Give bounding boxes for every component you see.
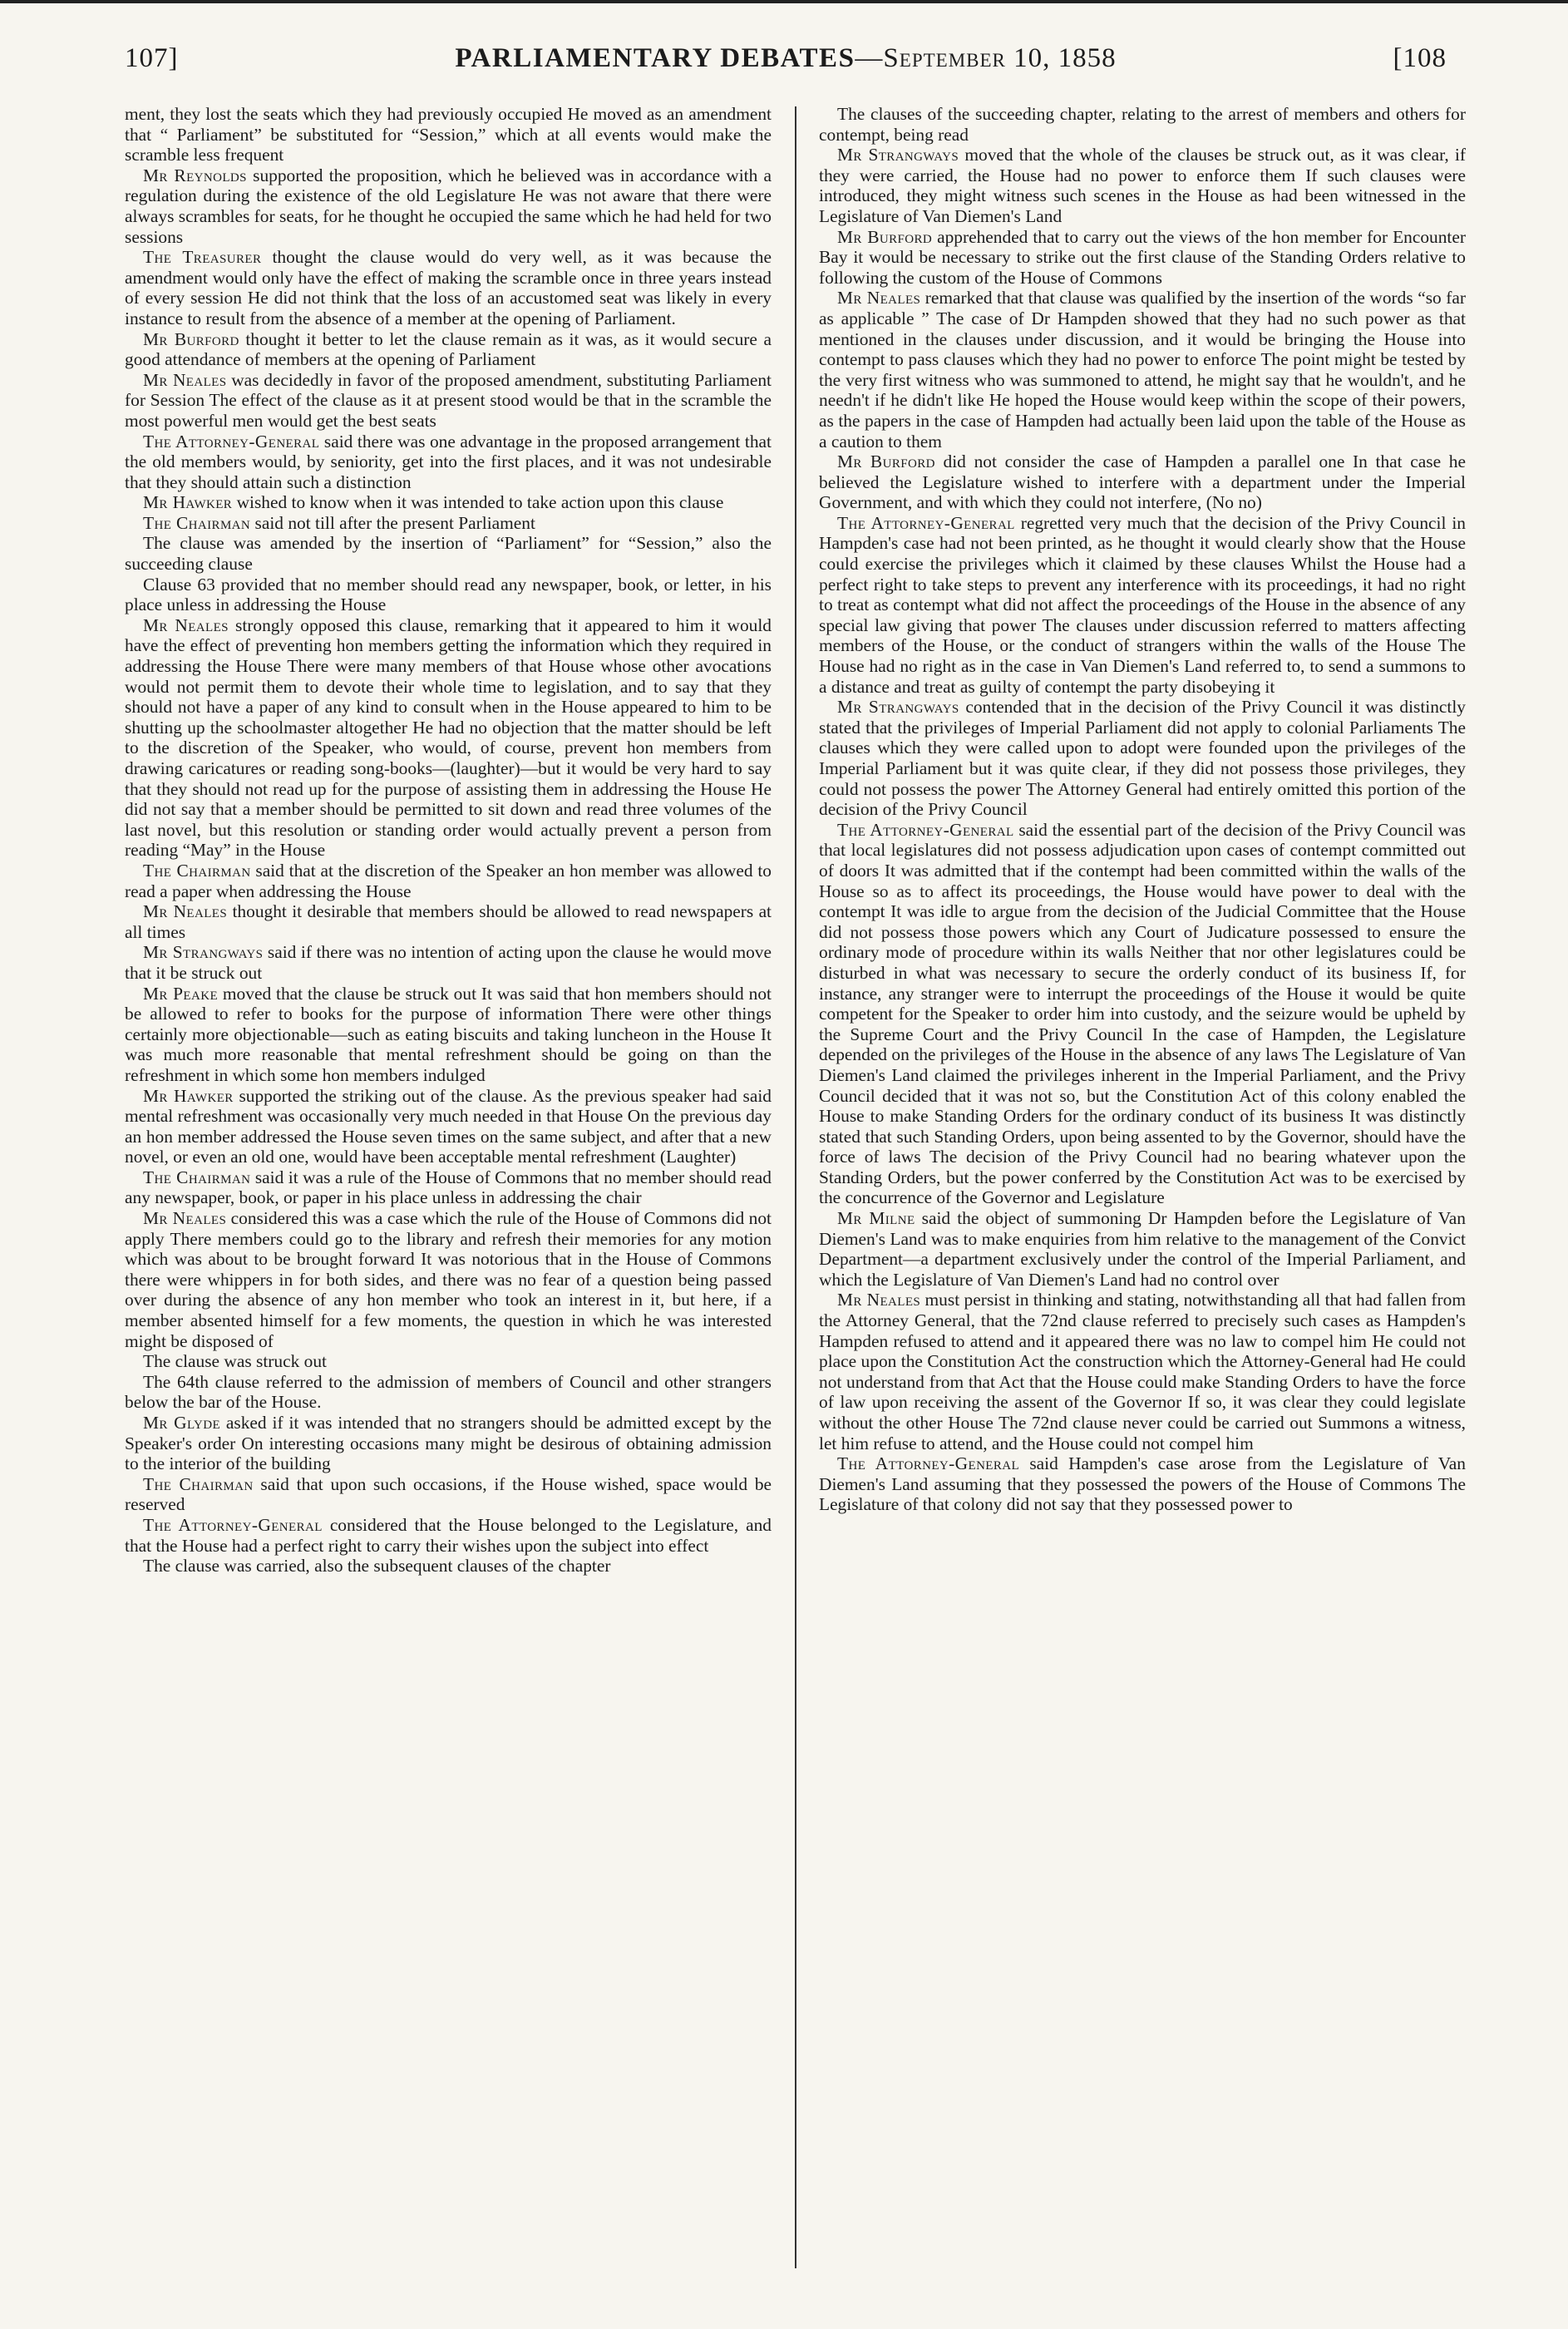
page-title [455,43,1116,74]
paragraph-text: said there was one advantage in the proposed arrangement that the old members would, by seniority, get into the first places, and it was not undesirable that they should attain such a distinction [125,431,772,492]
paragraph [125,165,772,247]
paragraph-text: moved that the clause be struck out It was said that hon members should not be allowed to refer to books for the purpose of information There were other things certainly more objectionable—such as eating biscuits and taking luncheon in the House It was much more reasonable that mental refreshment should be going on than the refreshment in which some hon members indulged [125,983,772,1085]
paragraph-text: considered that the House belonged to the Legislature, and that the House had a perfect right to carry their wishes upon the subject into effect [125,1514,772,1556]
paragraph [819,104,1466,145]
speaker-name: The Treasurer [143,247,262,268]
speaker-name: Mr Burford [837,226,933,247]
paragraph-text: said not till after the present Parliament [254,512,535,533]
paragraph-text: thought it better to let the clause remain as it was, as it would secure a good attendance of members at the opening of Parliament [125,328,772,370]
speaker-name: Mr Strangways [837,145,959,165]
paragraph-text: said that upon such occasions, if the House wished, space would be reserved [125,1473,772,1515]
title-text: PARLIAMENTARY DEBATES [455,43,855,73]
speaker-name: Mr Strangways [837,697,959,718]
paragraph-text: thought it desirable that members should be allowed to read newspapers at all times [125,901,772,942]
paragraph-text: strongly opposed this clause, remarking that it appeared to him it would have the effect of preventing hon members getting the information which they required in addressing the House There were many members of that House whose other avocations would not permit them to devote their whole time to legislation, and to say that they should not have a paper of any kind to consult when in the House appeared to him to be shutting up the schoolmaster altogether He had no objection that the matter should be left to the discretion of the Speaker, who would, of course, prevent hon members from drawing caricatures or reading song-books—(laughter)—but it would be very hard to say that they should not read up for the purpose of assisting them in addressing the House He did not say that a member should be permitted to sit down and read three volumes of the last novel, but this resolution or standing order would actually prevent a person from reading “May” in the House [125,614,772,861]
speaker-name: Mr Neales [837,288,921,308]
paragraph [819,451,1466,513]
paragraph-text: The clause was carried, also the subsequent clauses of the chapter [143,1556,611,1577]
paragraph-text: The clauses of the succeeding chapter, relating to the arrest of members and others for contempt, being read [819,104,1466,145]
paragraph-text: The clause was struck out [143,1351,327,1372]
paragraph [819,145,1466,226]
paragraph-text: said that at the discretion of the Speaker an hon member was allowed to read a paper when addressing the House [125,860,772,901]
paragraph-text: did not consider the case of Hampden a parallel one In that case he believed the Legislature wished to interfere with a department under the Imperial Government, and with which they could not interfere, (No no) [819,451,1466,513]
paragraph [125,861,772,901]
speaker-name: Mr Strangways [143,942,264,963]
speaker-name: The Attorney-General [143,1514,323,1535]
paragraph-text: supported the striking out of the clause. As the previous speaker had said mental refreshment was occasionally very much needed in that House On the previous day an hon member addressed the House seven times on the same subject, and after that a new novel, or even an old one, would have been acceptable mental refreshment (Laughter) [125,1085,772,1167]
speaker-name: Mr Neales [143,614,229,635]
paragraph-text: said Hampden's case arose from the Legislature of Van Diemen's Land assuming that they possessed the powers of the House of Commons The Legislature of that colony did not say that they possessed power to [819,1453,1466,1515]
speaker-name: The Chairman [143,860,251,881]
paragraph [125,1086,772,1167]
speaker-name: Mr Neales [837,1290,921,1310]
paragraph [819,513,1466,697]
paragraph [125,1208,772,1351]
paragraph-text: Clause 63 provided that no member should read any newspaper, book, or letter, in his place unless in addressing the House [125,574,772,615]
speaker-name: Mr Neales [143,901,228,922]
paragraph-text: remarked that that clause was qualified by the insertion of the words “so far as applicable ” The case of Dr Hampden showed that they had no such power as that mentioned in the clauses under discussion, and it would be bringing the House into contempt to pass clauses which they had no power to enforce The point might be tested by the very first witness who was summoned to attend, he might say that he wouldn't, and he needn't if he didn't like He hoped the House would keep within the scope of their powers, as the papers in the case of Hampden had actually been laid upon the table of the House as a caution to them [819,288,1466,451]
paragraph-text: must persist in thinking and stating, notwithstanding all that had fallen from the Attorney General, that the 72nd clause referred to precisely such cases as Hampden's Hampden refused to attend and it appeared there was no law to compel him He could not place upon the Constitution Act the construction which the Attorney-General had He could not understand from that Act that the House could make Standing Orders to have the force of law upon receiving the assent of the Governor If so, it was clear they could legislate without the other House The 72nd clause never could be carried out Summons a witness, let him refuse to attend, and the House could not compel him [819,1290,1466,1453]
paragraph-text: ment, they lost the seats which they had previously occupied He moved as an amendment that “ Parliament” be substituted for “Session,” which at all events would make the scramble less frequent [125,104,772,165]
paragraph-text: said if there was no intention of acting upon the clause he would move that it be struck out [125,942,772,983]
paragraph-text: The 64th clause referred to the admission of members of Council and other strangers below the bar of the House. [125,1371,772,1413]
left-column-number: 107] [125,43,179,73]
speaker-name: Mr Burford [143,328,239,349]
paragraph [125,104,772,165]
paragraph-text: contended that in the decision of the Privy Council it was distinctly stated that the privileges of Imperial Parliament did not apply to colonial Parliaments The clauses which they were called upon to adopt were founded upon the privileges of the Imperial Parliament but it was quite clear, if they did not possess those privileges, they could not possess the power The Attorney General had entirely omitted this portion of the decision of the Privy Council [819,697,1466,820]
paragraph-text: said the object of summoning Dr Hampden before the Legislature of Van Diemen's Land was to make enquiries from him relative to the management of the Convict Department—a department exclusively under the control of the Imperial Parliament, and which the Legislature of Van Diemen's Land had no control over [819,1208,1466,1290]
speaker-name: Mr Hawker [143,1085,234,1106]
paragraph [819,1290,1466,1453]
paragraph [125,432,772,493]
paragraph [125,513,772,534]
speaker-name: The Attorney-General [837,819,1014,840]
paragraph-text: said the essential part of the decision of the Privy Council was that local legislatures did not possess adjudication upon cases of contempt committed out of doors It was admitted that if the contempt had been committed within the walls of the House so as to affect its proceedings, the House would have power to deal with the contempt It was idle to argue from the decision of the Judicial Committee that the House did not possess those powers which any Court of Judicature possessed to ensure the ordinary mode of procedure within its walls Neither that nor other legislatures could be disturbed in what was necessary to secure the orderly conduct of its business If, for instance, any stranger were to interrupt the proceedings of the House it would be quite competent for the Speaker to order him into custody, and the seizure would be upheld by the Supreme Court and the Privy Council In the case of Hampden, the Legislature depended on the privileges of the House in the absence of any laws The Legislature of Van Diemen's Land claimed the privileges inherent in the Imperial Parliament, and the Privy Council decided that it was not so, but the Constitution Act of this colony enabled the House to make Standing Orders for the ordinary conduct of its business It was distinctly stated that such Standing Orders, upon being assented to by the Governor, should have the force of laws The decision of the Privy Council had no bearing whatever upon the Standing Orders, but the power conferred by the Constitution Act was to be exercised by the concurrence of the Governor and Legislature [819,819,1466,1208]
paragraph-text: thought the clause would do very well, as it was because the amendment would only have the effect of making the scramble once in three years instead of every session He did not think that the loss of an accustomed seat was likely in every instance to result from the absence of a member at the opening of Parliament. [125,247,772,328]
paragraph [819,227,1466,289]
speaker-name: Mr Neales [143,369,227,390]
paragraph [125,901,772,942]
paragraph [125,575,772,615]
paragraph-text: asked if it was intended that no strangers should be admitted except by the Speaker's order On interesting occasions many might be desirous of obtaining admission to the interior of the building [125,1413,772,1474]
paragraph [125,1413,772,1474]
paragraph [125,1372,772,1413]
paragraph [819,697,1466,820]
speaker-name: The Chairman [143,1167,251,1187]
speaker-name: The Chairman [143,512,251,533]
paragraph [125,1167,772,1208]
paragraph [125,1556,772,1577]
paragraph [125,492,772,513]
speaker-name: Mr Milne [837,1208,915,1229]
paragraph [125,1351,772,1372]
speaker-name: The Attorney-General [143,431,320,451]
speaker-name: The Attorney-General [837,512,1015,533]
paragraph [125,1474,772,1515]
paragraph [819,820,1466,1208]
paragraph [125,533,772,574]
column-divider [795,106,796,2268]
paragraph-text: supported the proposition, which he believed was in accordance with a regulation during the existence of the old Legislature He was not aware that there were always scrambles for seats, for he thought he occupied the same which he had held for two sessions [125,165,772,247]
paragraph [125,329,772,370]
paragraph-text: moved that the whole of the clauses be struck out, as it was clear, if they were carried, the House had no power to enforce them If such clauses were introduced, they might witness such scenes in the House as had been witnessed in the Legislature of Van Diemen's Land [819,145,1466,226]
paragraph [125,984,772,1086]
speaker-name: The Attorney-General [837,1453,1020,1474]
paragraph [125,370,772,432]
speaker-name: Mr Peake [143,983,219,1004]
paragraph-text: considered this was a case which the rule of the House of Commons did not apply There members could go to the library and refresh their memories for any motion which was about to be brought forward It was notorious that in the House of Commons there were whippers in for both sides, and there was no fear of a question being passed over during the absence of any hon member who took an interest in it, but here, if a member absented himself for a few moments, the question in which he was interested might be disposed of [125,1208,772,1351]
right-column-number: [108 [1393,43,1447,73]
paragraph [125,247,772,328]
speaker-name: Mr Reynolds [143,165,247,185]
paragraph [125,615,772,861]
paragraph-text: apprehended that to carry out the views of the hon member for Encounter Bay it would be necessary to strike out the first clause of the Standing Orders relative to following the custom of the House of Commons [819,226,1466,288]
paragraph [819,288,1466,451]
paragraph-text: said it was a rule of the House of Commons that no member should read any newspaper, book, or paper in his place unless in addressing the chair [125,1167,772,1208]
speaker-name: Mr Hawker [143,492,233,513]
speaker-name: Mr Burford [837,451,935,472]
speaker-name: Mr Neales [143,1208,227,1229]
paragraph [125,1515,772,1556]
paragraph-text: regretted very much that the decision of the Privy Council in Hampden's case had not been printed, as he thought it would clearly show that the House could exercise the privileges which it claimed by these clauses Whilst the House had a perfect right to take steps to prevent any interference with its proceedings, it had no right to treat as contempt what did not affect the proceedings of the House in the absence of any special law giving that power The clauses under discussion referred to matters affecting members of the House, or the conduct of strangers within the walls of the House The House had no right as in the case in Van Diemen's Land referred to, to send a summons to a distance and treat as guilty of contempt the party disobeying it [819,512,1466,697]
paragraph-text: wished to know when it was intended to take action upon this clause [236,492,724,513]
paragraph-text: was decidedly in favor of the proposed amendment, substituting Parliament for Session The effect of the clause as it at present stood would be that in the scramble the most powerful men would get the best seats [125,369,772,431]
paragraph [125,942,772,983]
speaker-name: The Chairman [143,1473,254,1494]
paragraph-text: The clause was amended by the insertion of “Parliament” for “Session,” also the succeeding clause [125,533,772,575]
paragraph [819,1208,1466,1290]
dateline: —September 10, 1858 [855,43,1117,73]
right-column [819,104,1466,2199]
page-header [125,43,1447,93]
paragraph [819,1453,1466,1515]
speaker-name: Mr Glyde [143,1413,221,1433]
left-column [125,104,772,2199]
top-rule [0,0,1568,3]
